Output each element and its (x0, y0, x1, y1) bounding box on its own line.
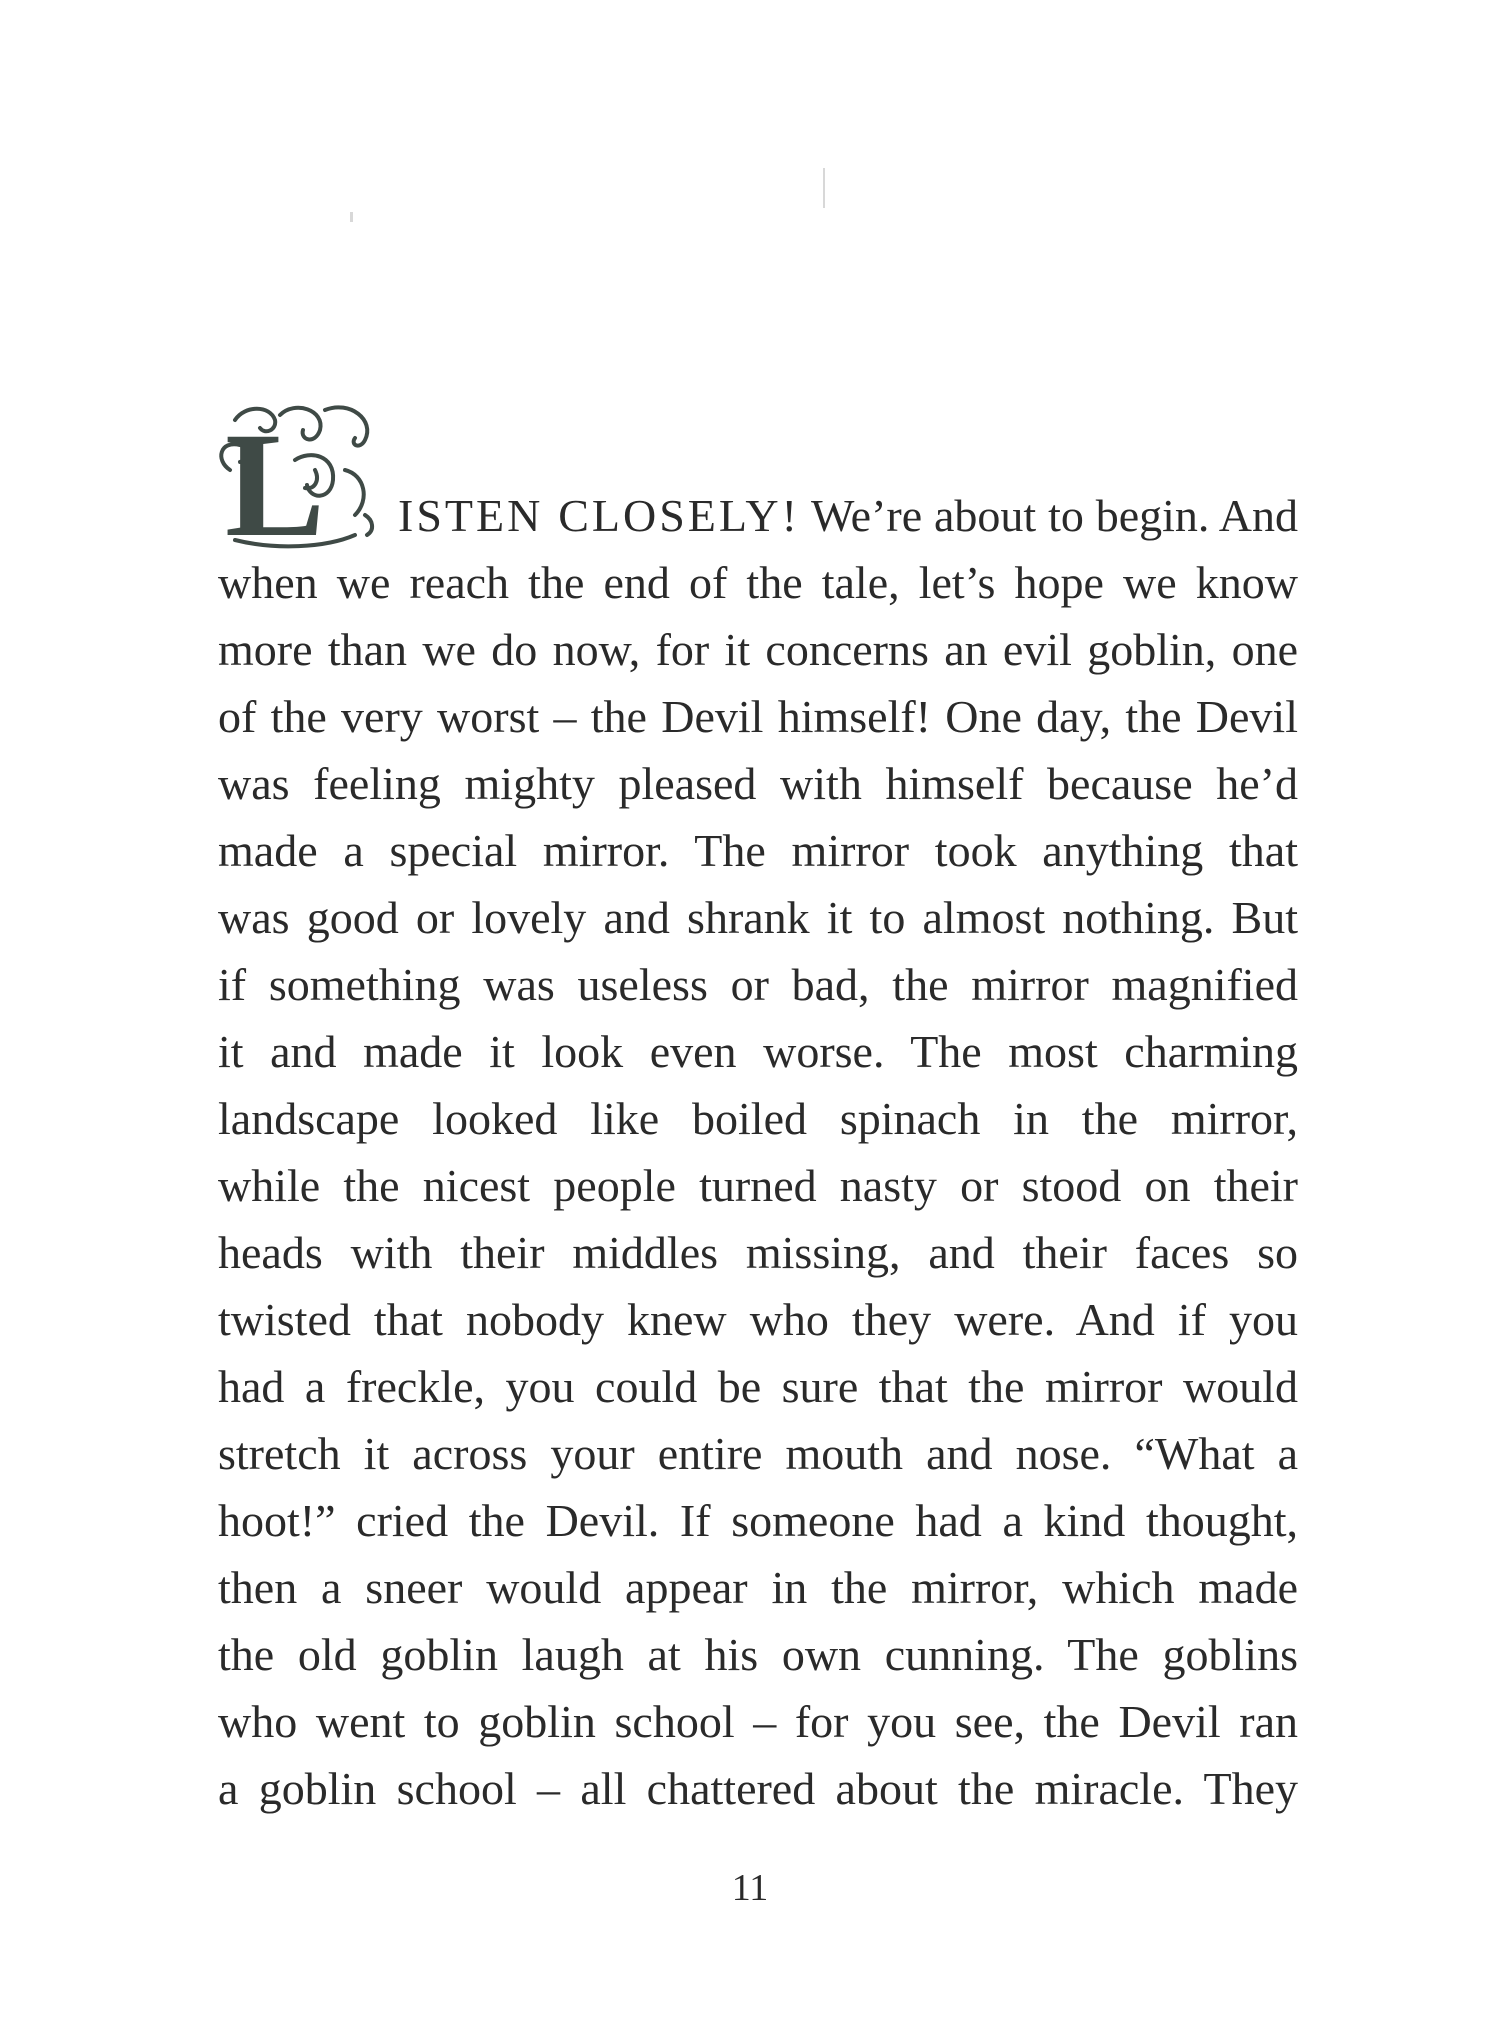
text-line: was feeling mighty pleased with himself because he’d (218, 758, 1298, 809)
scan-mark (823, 168, 825, 208)
text-line: twisted that nobody knew who they were. And if you (218, 1294, 1298, 1345)
scan-mark (350, 212, 353, 222)
opening-rest: We’re about to begin. And (799, 490, 1298, 541)
text-line: landscape looked like boiled spinach in the mirror, (218, 1093, 1298, 1144)
text-line: it and made it look even worse. The most charming (218, 1026, 1298, 1077)
text-line: more than we do now, for it concerns an evil goblin, one (218, 624, 1298, 675)
text-line: made a special mirror. The mirror took anything that (218, 825, 1298, 876)
text-line: was good or lovely and shrank it to almost nothing. But (218, 892, 1298, 943)
text-line: while the nicest people turned nasty or stood on their (218, 1160, 1298, 1211)
text-line-first (398, 488, 1298, 544)
page-number: 11 (731, 1867, 769, 1909)
text-line: hoot!” cried the Devil. If someone had a kind thought, (218, 1495, 1298, 1546)
text-line: heads with their middles missing, and their faces so (218, 1227, 1298, 1278)
text-line: stretch it across your entire mouth and nose. “What a (218, 1428, 1298, 1479)
text-line: the old goblin laugh at his own cunning. The goblins (218, 1629, 1298, 1680)
text-line: a goblin school – all chattered about the miracle. They (218, 1763, 1298, 1814)
text-line: then a sneer would appear in the mirror, which made (218, 1562, 1298, 1613)
text-line: had a freckle, you could be sure that the mirror would (218, 1361, 1298, 1412)
text-line: of the very worst – the Devil himself! One day, the Devil (218, 691, 1298, 742)
ornate-drop-cap-L-icon (215, 400, 385, 550)
text-line: who went to goblin school – for you see, the Devil ran (218, 1696, 1298, 1747)
text-line: if something was useless or bad, the mirror magnified (218, 959, 1298, 1010)
opening-smallcaps: ISTEN CLOSELY! (398, 490, 800, 541)
drop-cap-letter: L (225, 402, 326, 550)
text-line: when we reach the end of the tale, let’s hope we know (218, 557, 1298, 608)
